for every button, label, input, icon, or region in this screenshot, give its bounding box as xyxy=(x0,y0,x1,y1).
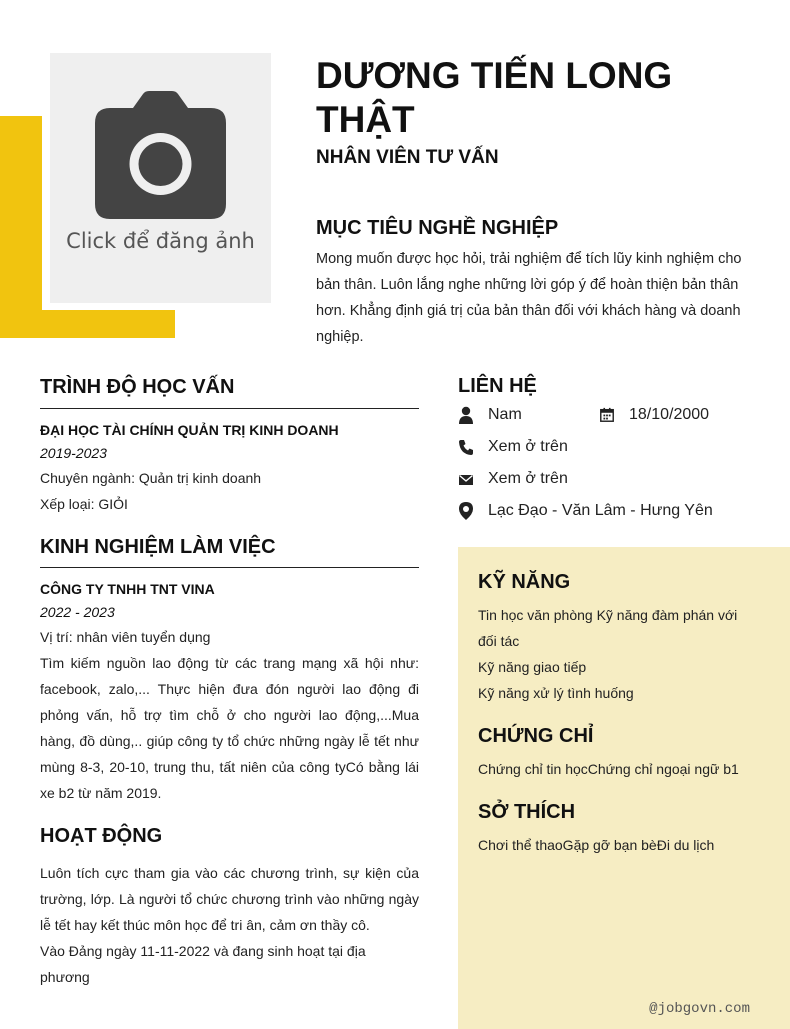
skills-title: KỸ NĂNG xyxy=(478,571,571,593)
education-school: ĐẠI HỌC TÀI CHÍNH QUẢN TRỊ KINH DOANH xyxy=(40,422,339,438)
hobbies-title: SỞ THÍCH xyxy=(478,801,576,823)
side-panel xyxy=(458,547,790,1029)
certificates-text: Chứng chỉ tin họcChứng chỉ ngoại ngữ b1 xyxy=(478,761,739,777)
education-grade: Xếp loại: GIỎI xyxy=(40,496,128,512)
education-major: Chuyên ngành: Quản trị kinh doanh xyxy=(40,470,262,486)
location-pin-icon xyxy=(458,501,474,521)
contact-birthday xyxy=(599,402,709,428)
experience-company: CÔNG TY TNHH TNT VINA xyxy=(40,581,215,597)
objective-title: MỤC TIÊU NGHỀ NGHIỆP xyxy=(316,217,559,239)
email-value: Xem ở trên xyxy=(488,470,568,487)
experience-title: KINH NGHIỆM LÀM VIỆC xyxy=(40,536,276,558)
calendar-icon xyxy=(599,407,615,423)
activities-party: Vào Đảng ngày 11-11-2022 và đang sinh hoạt tại địa phương xyxy=(40,943,366,985)
skill-item: Kỹ năng xử lý tình huống xyxy=(478,685,634,701)
gender-value: Nam xyxy=(488,406,522,423)
candidate-name: DƯƠNG TIẾN LONG THẬT xyxy=(316,55,673,140)
experience-position: Vị trí: nhân viên tuyển dụng xyxy=(40,629,211,645)
skill-item: Tin học văn phòng Kỹ năng đàm phán với đối tác xyxy=(478,607,738,649)
hobbies-text: Chơi thể thaoGặp gỡ bạn bèĐi du lịch xyxy=(478,837,715,853)
job-title: NHÂN VIÊN TƯ VẤN xyxy=(316,147,499,168)
phone-icon xyxy=(458,438,474,456)
objective-text: Mong muốn được học hỏi, trải nghiệm để tích lũy kinh nghiệm cho bản thân. Luôn lắng nghe những lời góp ý để hoàn thiện bản thân hơn. Khẳng định giá trị của bản thân đối với khách hàng và doanh nghiệp. xyxy=(316,251,742,345)
skill-item: Kỹ năng giao tiếp xyxy=(478,659,587,675)
contact-title: LIÊN HỆ xyxy=(458,375,537,397)
camera-icon xyxy=(95,90,226,220)
experience-description: Tìm kiếm nguồn lao động từ các trang mạng xã hội như: facebook, zalo,... Thực hiện đưa đón người lao động đi phỏng vấn, hỗ trợ tìm chỗ ở cho người lao động,...Mua hàng, đồ dùng,.. giúp công ty tổ chức những ngày lễ tết như mùng 8-3, 20-10, trung thu, tất niên của công tyCó bằng lái xe b2 từ năm 2019. xyxy=(40,655,419,801)
birthday-value: 18/10/2000 xyxy=(629,406,710,423)
activities-title: HOẠT ĐỘNG xyxy=(40,825,163,847)
accent-bar-horizontal xyxy=(0,310,175,338)
address-value: Lạc Đạo - Văn Lâm - Hưng Yên xyxy=(488,502,713,519)
education-period: 2019-2023 xyxy=(40,445,107,461)
photo-upload[interactable] xyxy=(50,53,271,303)
photo-caption: Click để đăng ảnh xyxy=(66,229,255,253)
mail-icon xyxy=(458,470,474,488)
contact-email xyxy=(458,466,568,492)
education-title: TRÌNH ĐỘ HỌC VẤN xyxy=(40,376,235,398)
experience-divider xyxy=(40,567,419,568)
contact-address xyxy=(458,498,713,524)
watermark: @jobgovn.com xyxy=(649,1001,750,1017)
experience-period: 2022 - 2023 xyxy=(40,604,115,620)
contact-phone xyxy=(458,434,568,460)
contact-gender xyxy=(458,402,522,428)
activities-text: Luôn tích cực tham gia vào các chương trình, sự kiện của trường, lớp. Là người tổ chức chương trình vào những ngày lễ tết hay kết thúc môn học để tri ân, cảm ơn thầy cô. xyxy=(40,865,419,933)
person-icon xyxy=(458,406,474,424)
phone-value: Xem ở trên xyxy=(488,438,568,455)
accent-bar-vertical xyxy=(0,116,42,338)
education-divider xyxy=(40,408,419,409)
certificates-title: CHỨNG CHỈ xyxy=(478,725,594,747)
